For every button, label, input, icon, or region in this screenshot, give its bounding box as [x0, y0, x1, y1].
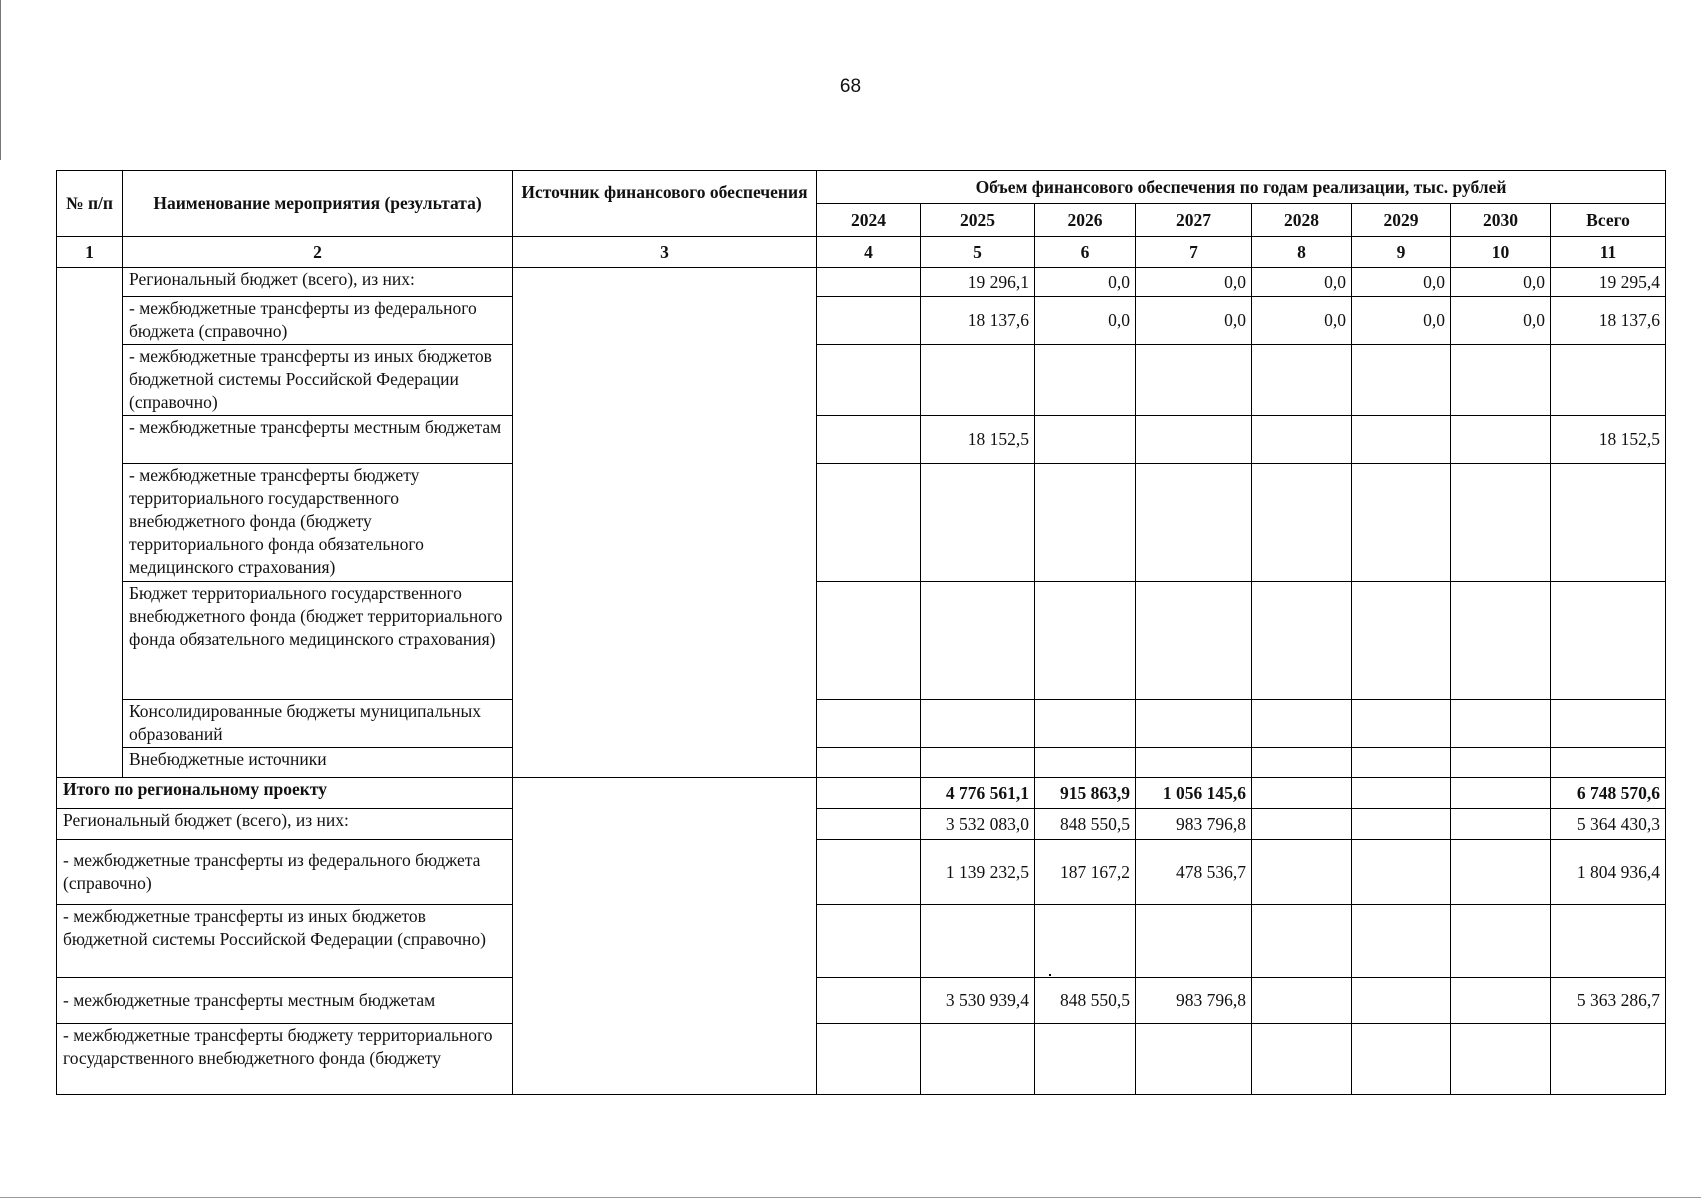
column-number: 3 — [513, 237, 817, 268]
num-cell-empty — [57, 268, 123, 778]
value-cell — [1136, 464, 1252, 582]
value-cell — [1352, 700, 1451, 748]
value-cell: 0,0 — [1252, 268, 1352, 297]
value-cell — [1451, 1024, 1551, 1095]
value-cell: 0,0 — [1451, 297, 1551, 345]
value-cell — [921, 1024, 1035, 1095]
column-number-row — [57, 237, 1666, 268]
value-cell: 478 536,7 — [1136, 840, 1252, 905]
value-cell — [1035, 700, 1136, 748]
value-cell — [1352, 840, 1451, 905]
value-cell — [1451, 809, 1551, 840]
value-cell — [1451, 905, 1551, 978]
value-cell — [1551, 582, 1666, 700]
table-row — [57, 1024, 1666, 1095]
row-label: - межбюджетные трансферты местным бюджетам — [57, 978, 513, 1024]
value-cell — [817, 840, 921, 905]
value-cell — [1451, 978, 1551, 1024]
value-cell — [1451, 345, 1551, 416]
value-cell — [1252, 778, 1352, 809]
value-cell — [1451, 582, 1551, 700]
row-label: Внебюджетные источники — [123, 748, 513, 778]
column-number: 2 — [123, 237, 513, 268]
value-cell — [1352, 809, 1451, 840]
header-year: 2027 — [1136, 204, 1252, 237]
value-cell — [1551, 905, 1666, 978]
value-cell: 18 137,6 — [1551, 297, 1666, 345]
value-cell — [817, 978, 921, 1024]
table-row — [57, 905, 1666, 978]
value-cell — [1451, 700, 1551, 748]
value-cell — [1352, 778, 1451, 809]
value-cell: 18 152,5 — [1551, 416, 1666, 464]
row-label: Региональный бюджет (всего), из них: — [123, 268, 513, 297]
value-cell — [1252, 1024, 1352, 1095]
row-label: - межбюджетные трансферты бюджету территориального государственного внебюджетного фонда (бюджету территориального фонда обязательного медицинского страхования) — [123, 464, 513, 582]
header-volume: Объем финансового обеспечения по годам реализации, тыс. рублей — [817, 171, 1666, 204]
value-cell — [921, 582, 1035, 700]
value-cell — [1252, 582, 1352, 700]
value-cell — [1136, 748, 1252, 778]
value-cell: 0,0 — [1352, 268, 1451, 297]
table-row — [57, 416, 1666, 464]
value-cell — [1035, 582, 1136, 700]
value-cell: 0,0 — [1035, 297, 1136, 345]
value-cell: 0,0 — [1136, 297, 1252, 345]
header-year: 2029 — [1352, 204, 1451, 237]
table-row — [57, 268, 1666, 297]
table-row — [57, 978, 1666, 1024]
value-cell — [1352, 416, 1451, 464]
value-cell — [1352, 464, 1451, 582]
value-cell — [1551, 748, 1666, 778]
value-cell — [1035, 905, 1136, 978]
value-cell: 4 776 561,1 — [921, 778, 1035, 809]
row-label: - межбюджетные трансферты из федерального бюджета (справочно) — [123, 297, 513, 345]
value-cell: 983 796,8 — [1136, 809, 1252, 840]
table-row — [57, 809, 1666, 840]
header-source: Источник финансового обеспечения — [513, 171, 817, 237]
header-row — [57, 171, 1666, 204]
row-label: - межбюджетные трансферты местным бюджетам — [123, 416, 513, 464]
column-number: 10 — [1451, 237, 1551, 268]
value-cell: 19 296,1 — [921, 268, 1035, 297]
column-number: 9 — [1352, 237, 1451, 268]
value-cell — [1035, 464, 1136, 582]
value-cell — [1352, 1024, 1451, 1095]
value-cell — [921, 345, 1035, 416]
value-cell — [1252, 748, 1352, 778]
table-row — [57, 464, 1666, 582]
column-number: 8 — [1252, 237, 1352, 268]
value-cell — [817, 1024, 921, 1095]
table-row — [57, 748, 1666, 778]
row-label: - межбюджетные трансферты бюджету территориального государственного внебюджетного фонда (бюджету — [57, 1024, 513, 1095]
header-num: № п/п — [57, 171, 123, 237]
value-cell — [817, 464, 921, 582]
value-cell — [1252, 905, 1352, 978]
value-cell — [1035, 1024, 1136, 1095]
row-label: - межбюджетные трансферты из иных бюджетов бюджетной системы Российской Федерации (справочно) — [123, 345, 513, 416]
value-cell — [817, 748, 921, 778]
value-cell — [1136, 700, 1252, 748]
value-cell: 0,0 — [1136, 268, 1252, 297]
value-cell — [1252, 840, 1352, 905]
value-cell — [1035, 345, 1136, 416]
value-cell — [1136, 905, 1252, 978]
value-cell — [817, 778, 921, 809]
value-cell — [1352, 582, 1451, 700]
page-number: 68 — [839, 76, 862, 97]
header-total: Всего — [1551, 204, 1666, 237]
value-cell — [1352, 905, 1451, 978]
value-cell — [817, 416, 921, 464]
column-number: 11 — [1551, 237, 1666, 268]
value-cell — [921, 905, 1035, 978]
value-cell — [817, 297, 921, 345]
value-cell — [817, 582, 921, 700]
value-cell — [817, 268, 921, 297]
value-cell — [817, 345, 921, 416]
scan-speck — [1049, 974, 1051, 976]
value-cell: 5 363 286,7 — [1551, 978, 1666, 1024]
value-cell — [1035, 416, 1136, 464]
value-cell: 18 137,6 — [921, 297, 1035, 345]
value-cell — [1035, 748, 1136, 778]
total-row — [57, 778, 1666, 809]
scan-edge-bottom — [0, 1197, 1701, 1198]
value-cell — [1136, 1024, 1252, 1095]
value-cell — [1352, 748, 1451, 778]
column-number: 7 — [1136, 237, 1252, 268]
row-label: - межбюджетные трансферты из иных бюджетов бюджетной системы Российской Федерации (справочно) — [57, 905, 513, 978]
value-cell: 983 796,8 — [1136, 978, 1252, 1024]
value-cell — [1136, 345, 1252, 416]
value-cell — [921, 464, 1035, 582]
value-cell — [921, 748, 1035, 778]
header-year: 2026 — [1035, 204, 1136, 237]
value-cell — [1252, 345, 1352, 416]
column-number: 5 — [921, 237, 1035, 268]
header-year: 2024 — [817, 204, 921, 237]
value-cell — [1551, 345, 1666, 416]
value-cell — [1352, 345, 1451, 416]
value-cell: 5 364 430,3 — [1551, 809, 1666, 840]
value-cell — [1451, 464, 1551, 582]
value-cell — [1352, 978, 1451, 1024]
value-cell — [1252, 700, 1352, 748]
value-cell — [1451, 840, 1551, 905]
value-cell — [817, 905, 921, 978]
row-label: Итого по региональному проекту — [57, 778, 513, 809]
header-year: 2028 — [1252, 204, 1352, 237]
row-label: Бюджет территориального государственного внебюджетного фонда (бюджет территориального фонда обязательного медицинского страхования) — [123, 582, 513, 700]
value-cell: 1 056 145,6 — [1136, 778, 1252, 809]
column-number: 6 — [1035, 237, 1136, 268]
row-label: Региональный бюджет (всего), из них: — [57, 809, 513, 840]
header-year: 2025 — [921, 204, 1035, 237]
column-number: 4 — [817, 237, 921, 268]
value-cell — [1136, 582, 1252, 700]
value-cell — [1451, 748, 1551, 778]
value-cell — [1451, 778, 1551, 809]
value-cell: 0,0 — [1252, 297, 1352, 345]
value-cell: 3 530 939,4 — [921, 978, 1035, 1024]
value-cell — [1252, 464, 1352, 582]
value-cell: 0,0 — [1035, 268, 1136, 297]
value-cell: 1 139 232,5 — [921, 840, 1035, 905]
value-cell — [1551, 700, 1666, 748]
table-row — [57, 840, 1666, 905]
value-cell: 0,0 — [1451, 268, 1551, 297]
row-label: - межбюджетные трансферты из федерального бюджета (справочно) — [57, 840, 513, 905]
value-cell — [1252, 978, 1352, 1024]
table-row — [57, 297, 1666, 345]
value-cell — [921, 700, 1035, 748]
row-label: Консолидированные бюджеты муниципальных образований — [123, 700, 513, 748]
budget-table — [56, 170, 1666, 1095]
value-cell — [1136, 416, 1252, 464]
source-cell-empty — [513, 268, 817, 778]
header-year: 2030 — [1451, 204, 1551, 237]
value-cell — [817, 700, 921, 748]
value-cell: 1 804 936,4 — [1551, 840, 1666, 905]
table-row — [57, 700, 1666, 748]
value-cell: 0,0 — [1352, 297, 1451, 345]
header-name: Наименование мероприятия (результата) — [123, 171, 513, 237]
value-cell — [817, 809, 921, 840]
value-cell — [1551, 1024, 1666, 1095]
source-cell-empty — [513, 778, 817, 1095]
value-cell: 6 748 570,6 — [1551, 778, 1666, 809]
value-cell — [1451, 416, 1551, 464]
value-cell — [1551, 464, 1666, 582]
value-cell: 848 550,5 — [1035, 978, 1136, 1024]
table-row — [57, 582, 1666, 700]
column-number: 1 — [57, 237, 123, 268]
value-cell: 3 532 083,0 — [921, 809, 1035, 840]
value-cell: 187 167,2 — [1035, 840, 1136, 905]
value-cell: 19 295,4 — [1551, 268, 1666, 297]
table-row — [57, 345, 1666, 416]
value-cell: 18 152,5 — [921, 416, 1035, 464]
value-cell — [1252, 416, 1352, 464]
value-cell: 915 863,9 — [1035, 778, 1136, 809]
value-cell — [1252, 809, 1352, 840]
value-cell: 848 550,5 — [1035, 809, 1136, 840]
